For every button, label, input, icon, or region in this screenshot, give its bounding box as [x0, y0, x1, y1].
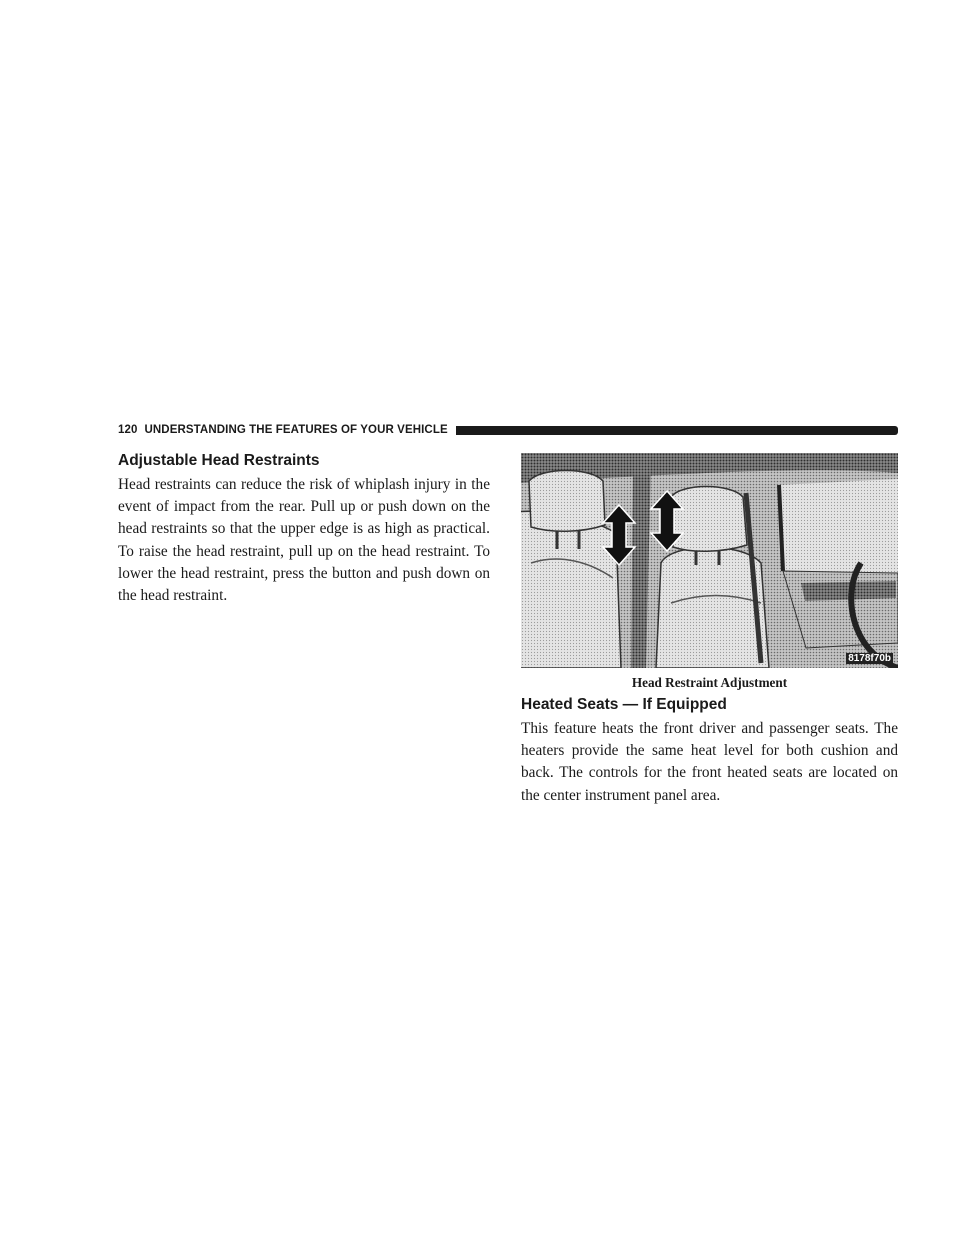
- head-restraint-figure: [521, 453, 898, 668]
- page-number: 120: [118, 424, 138, 436]
- heading-head-restraints: Adjustable Head Restraints: [118, 452, 320, 469]
- figure-caption: Head Restraint Adjustment: [631, 675, 788, 690]
- heading-heated-seats: Heated Seats — If Equipped: [521, 696, 727, 713]
- paragraph-heated-seats: This feature heats the front driver and passenger seats. The heaters provide the same heat level for both cushion and back. The controls for the front heated seats are located on the center instrument panel area.: [521, 720, 898, 804]
- car-interior-illustration: [521, 453, 898, 668]
- paragraph-head-restraints: Head restraints can reduce the risk of whiplash injury in the event of impact from the rear. Pull up or push down on the head restraints so that the upper edge is as high as practical. To raise the head restraint, pull up on the head restraint. To lower the head restraint, press the button and push down on the head restraint.: [118, 476, 490, 605]
- page-header: [118, 422, 898, 438]
- figure-code: 8178f70b: [848, 653, 891, 664]
- header-title: UNDERSTANDING THE FEATURES OF YOUR VEHICLE: [144, 424, 448, 436]
- header-rule: [456, 426, 898, 435]
